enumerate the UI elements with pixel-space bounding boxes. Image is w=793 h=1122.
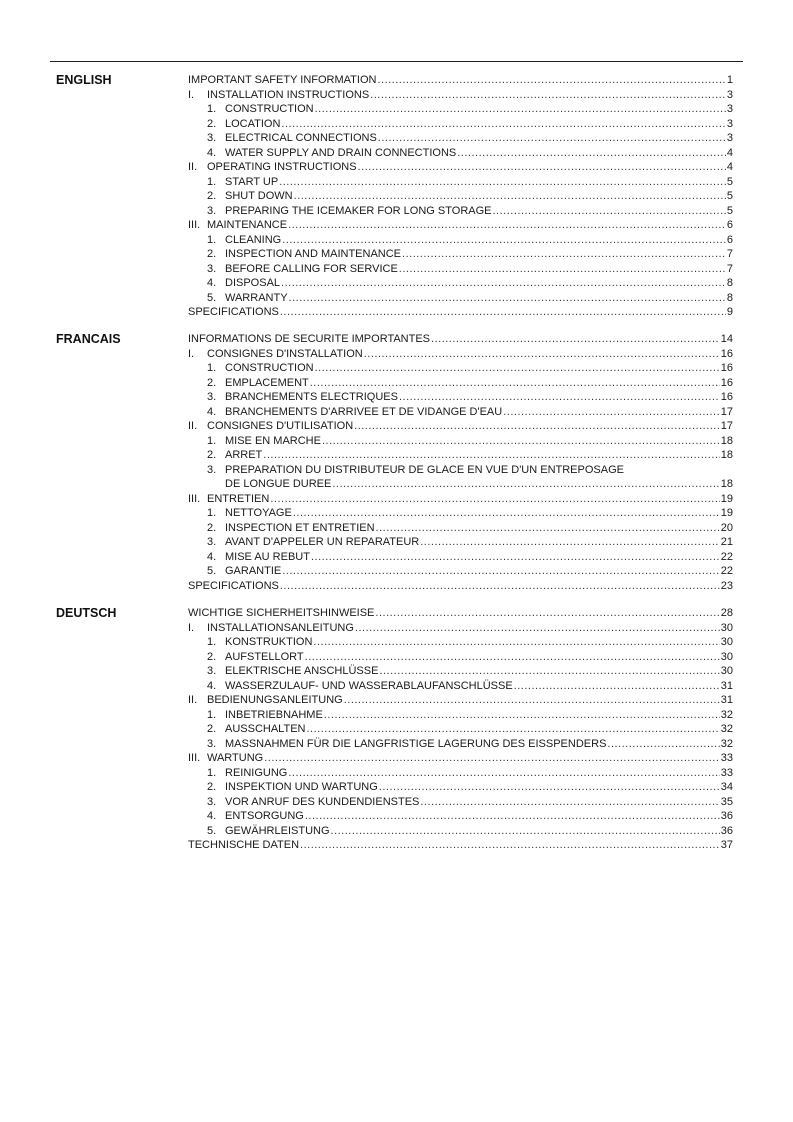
toc-entry-number: 2. [207, 521, 217, 534]
toc-entry-page: 3 [726, 132, 733, 144]
dot-leader [281, 276, 726, 291]
toc-entry-page: 30 [720, 665, 733, 677]
toc-entry-page: 34 [720, 781, 733, 793]
toc-entry[interactable] [188, 679, 733, 694]
dot-leader [280, 579, 720, 594]
toc-entry[interactable] [188, 766, 733, 781]
dot-leader [263, 448, 719, 463]
dot-leader [331, 824, 720, 839]
toc-entry-continuation[interactable] [188, 477, 733, 492]
toc-entry[interactable] [188, 189, 733, 204]
toc-entry-page: 8 [726, 277, 733, 289]
toc-entry-title: AUFSTELLORT [225, 650, 304, 663]
toc-entry-number: 3. [207, 391, 217, 403]
toc-entry-number: 2. [207, 376, 217, 389]
toc-entry-number: 2. [207, 190, 217, 202]
dot-leader [315, 361, 720, 376]
toc-entry-title: WICHTIGE SICHERHEITSHINWEISE [188, 607, 375, 619]
dot-leader [280, 305, 726, 320]
dot-leader [293, 506, 720, 521]
toc-entry-title: NETTOYAGE [225, 507, 292, 519]
toc-entry-title: GARANTIE [225, 565, 282, 577]
toc-entry-title: MAINTENANCE [207, 219, 288, 231]
toc-entry-page: 33 [720, 766, 733, 779]
toc-entry-number: 1. [207, 362, 217, 374]
toc-entry-page: 19 [720, 492, 733, 505]
toc-entry-title: PREPARATION DU DISTRIBUTEUR DE GLACE EN VUE D'UN ENTREPOSAGE [225, 463, 624, 476]
toc-entry-page: 5 [726, 175, 733, 188]
toc-entry[interactable] [188, 247, 733, 262]
dot-leader [354, 419, 720, 434]
toc-entry-title: INSPEKTION UND WARTUNG [225, 781, 378, 793]
toc-entry[interactable] [188, 233, 733, 248]
toc-entry-title: SHUT DOWN [225, 190, 293, 202]
toc-entry-number: 4. [207, 550, 217, 563]
toc-entry-page: 3 [726, 117, 733, 130]
toc-entry-title: CONSIGNES D'UTILISATION [207, 420, 354, 432]
toc-entry-page: 14 [720, 333, 733, 345]
toc-entry-page: 30 [720, 636, 733, 648]
toc-entry[interactable] [188, 175, 733, 190]
dot-leader [399, 390, 720, 405]
toc-entry-number: III. [188, 752, 201, 764]
dot-leader [364, 347, 720, 362]
toc-entry[interactable] [188, 693, 733, 708]
toc-entry-page: 28 [720, 607, 733, 619]
dot-leader [431, 332, 720, 347]
section-language-label: FRANCAIS [56, 332, 121, 346]
toc-entry-page: 5 [726, 190, 733, 202]
toc-entry-title: BRANCHEMENTS ELECTRIQUES [225, 391, 398, 403]
toc-entry-title: MASSNAHMEN FÜR DIE LANGFRISTIGE LAGERUNG DES EISSPENDERS [225, 737, 607, 750]
toc-entry-number: 4. [207, 810, 217, 822]
toc-entry-title: INSPECTION AND MAINTENANCE [225, 248, 402, 260]
toc-entry[interactable] [188, 102, 733, 117]
toc-entry-title: DE LONGUE DUREE [225, 478, 332, 490]
toc-entry[interactable] [188, 650, 733, 665]
toc-entry-page: 16 [720, 391, 733, 403]
toc-entry-number: 2. [207, 723, 217, 735]
toc-entry-title: WASSERZULAUF- UND WASSERABLAUFANSCHLÜSSE [225, 679, 513, 692]
toc-entry-number: 3. [207, 795, 217, 808]
toc-entry[interactable] [188, 305, 733, 320]
toc-entry-title: WARRANTY [225, 291, 288, 304]
toc-entry-page: 4 [726, 161, 733, 173]
toc-entry-page: 19 [720, 507, 733, 519]
dot-leader [344, 693, 720, 708]
toc-entry[interactable] [188, 448, 733, 463]
toc-entry-page: 31 [720, 679, 733, 692]
toc-list [188, 332, 733, 593]
toc-entry[interactable] [188, 390, 733, 405]
toc-entry[interactable] [188, 218, 733, 233]
toc-entry-number: 1. [207, 233, 217, 246]
toc-entry-page: 16 [720, 347, 733, 360]
dot-leader [288, 218, 726, 233]
toc-entry-number: 1. [207, 636, 217, 648]
toc-entry-title: BEDIENUNGSANLEITUNG [207, 694, 343, 706]
toc-entry-number: II. [188, 694, 198, 706]
dot-leader [322, 434, 720, 449]
toc-entry-title: ARRET [225, 449, 263, 461]
toc-list [188, 606, 733, 853]
dot-leader [310, 376, 720, 391]
toc-entry-number: 3. [207, 665, 217, 677]
toc-entry-page: 18 [720, 434, 733, 447]
toc-entry-title: BEFORE CALLING FOR SERVICE [225, 262, 398, 275]
dot-leader [288, 766, 719, 781]
toc-entry-page: 31 [720, 694, 733, 706]
dot-leader [607, 737, 719, 752]
toc-entry[interactable] [188, 780, 733, 795]
toc-entry-page: 35 [720, 795, 733, 808]
dot-leader [289, 291, 726, 306]
toc-entry-number: 4. [207, 146, 217, 159]
toc-entry[interactable] [188, 146, 733, 161]
toc-entry-page: 8 [726, 291, 733, 304]
toc-entry-page: 17 [720, 405, 733, 418]
dot-leader [294, 189, 726, 204]
dot-leader [376, 521, 720, 536]
toc-entry[interactable] [188, 795, 733, 810]
toc-entry-title: OPERATING INSTRUCTIONS [207, 161, 357, 173]
toc-entry-number: 5. [207, 291, 217, 304]
toc-entry-number: 1. [207, 507, 217, 519]
toc-entry[interactable] [188, 73, 733, 88]
toc-entry-number: 2. [207, 248, 217, 260]
toc-entry-number: 5. [207, 824, 217, 837]
toc-entry-title: START UP [225, 175, 279, 188]
toc-entry[interactable] [188, 751, 733, 766]
dot-leader [311, 550, 720, 565]
toc-entry[interactable] [188, 621, 733, 636]
toc-entry-title: CONSTRUCTION [225, 362, 314, 374]
toc-entry-number: 2. [207, 650, 217, 663]
toc-entry-title: AVANT D'APPELER UN REPARATEUR [225, 536, 420, 548]
toc-entry-number: 3. [207, 463, 217, 476]
toc-entry[interactable] [188, 262, 733, 277]
section-language-label: DEUTSCH [56, 606, 117, 620]
toc-entry-page: 33 [720, 752, 733, 764]
toc-entry-title: SPECIFICATIONS [188, 579, 279, 592]
toc-entry-number: II. [188, 420, 198, 432]
toc-entry-number: III. [188, 219, 201, 231]
dot-leader [493, 204, 726, 219]
toc-entry-title: SPECIFICATIONS [188, 306, 279, 318]
toc-entry[interactable] [188, 506, 733, 521]
toc-entry-title: PREPARING THE ICEMAKER FOR LONG STORAGE [225, 204, 492, 217]
dot-leader [270, 492, 719, 507]
toc-entry-title: WARTUNG [207, 752, 264, 764]
toc-entry-title: REINIGUNG [225, 766, 288, 779]
dot-leader [305, 809, 720, 824]
toc-entry-title: AUSSCHALTEN [225, 723, 306, 735]
toc-entry-number: 4. [207, 679, 217, 692]
toc-entry-page: 18 [720, 478, 733, 490]
toc-entry-page: 7 [726, 262, 733, 275]
top-rule [50, 61, 743, 62]
toc-entry-title: CONSTRUCTION [225, 103, 314, 115]
toc-entry[interactable] [188, 332, 733, 347]
toc-entry-title: GEWÄHRLEISTUNG [225, 824, 330, 837]
toc-entry-page: 23 [720, 579, 733, 592]
dot-leader [282, 233, 726, 248]
toc-entry-page: 16 [720, 376, 733, 389]
toc-entry-page: 1 [726, 74, 733, 86]
toc-entry[interactable] [188, 708, 733, 723]
dot-leader [355, 621, 720, 636]
toc-entry-number: 2. [207, 117, 217, 130]
toc-entry-title: CLEANING [225, 233, 282, 246]
toc-entry-title: INBETRIEBNAHME [225, 708, 323, 721]
dot-leader [379, 664, 719, 679]
toc-entry-number: 1. [207, 434, 217, 447]
toc-entry-page: 6 [726, 219, 733, 231]
toc-entry-page: 4 [726, 146, 733, 159]
toc-entry-page: 3 [726, 88, 733, 101]
toc-entry-number: 4. [207, 277, 217, 289]
toc-entry-page: 3 [726, 103, 733, 115]
toc-entry-title: MISE EN MARCHE [225, 434, 321, 447]
dot-leader [399, 262, 726, 277]
toc-entry[interactable] [188, 824, 733, 839]
toc-entry-title: INSTALLATIONSANLEITUNG [207, 621, 354, 634]
dot-leader [370, 88, 726, 103]
toc-entry[interactable] [188, 550, 733, 565]
toc-entry-number: 1. [207, 708, 217, 721]
toc-entry-number: 3. [207, 262, 217, 275]
toc-entry-page: 37 [720, 839, 733, 851]
dot-leader [300, 838, 720, 853]
dot-leader [315, 102, 726, 117]
dot-leader [402, 247, 726, 262]
toc-entry-title: ELEKTRISCHE ANSCHLÜSSE [225, 665, 379, 677]
toc-entry[interactable] [188, 160, 733, 175]
dot-leader [503, 405, 720, 420]
toc-entry[interactable] [188, 347, 733, 362]
toc-entry-title: MISE AU REBUT [225, 550, 310, 563]
toc-list [188, 73, 733, 320]
toc-entry[interactable] [188, 361, 733, 376]
toc-entry[interactable] [188, 131, 733, 146]
toc-entry-page: 22 [720, 565, 733, 577]
toc-entry-page: 21 [720, 536, 733, 548]
toc-entry-page: 32 [720, 737, 733, 750]
toc-entry[interactable] [188, 117, 733, 132]
toc-entry-page: 17 [720, 420, 733, 432]
dot-leader [306, 722, 719, 737]
toc-entry-title: LOCATION [225, 117, 281, 130]
toc-entry-number: 1. [207, 766, 217, 779]
toc-entry[interactable] [188, 809, 733, 824]
dot-leader [420, 795, 719, 810]
dot-leader [457, 146, 726, 161]
toc-entry-page: 36 [720, 810, 733, 822]
toc-entry-number: 5. [207, 565, 217, 577]
toc-entry-title: IMPORTANT SAFETY INFORMATION [188, 74, 377, 86]
toc-entry-page: 22 [720, 550, 733, 563]
dot-leader [313, 635, 719, 650]
toc-entry[interactable] [188, 838, 733, 853]
toc-entry[interactable] [188, 564, 733, 579]
toc-entry[interactable] [188, 204, 733, 219]
toc-entry[interactable] [188, 635, 733, 650]
toc-entry-page: 32 [720, 708, 733, 721]
dot-leader [332, 477, 719, 492]
toc-entry-title: ELECTRICAL CONNECTIONS [225, 132, 377, 144]
toc-entry[interactable] [188, 88, 733, 103]
toc-entry-page: 30 [720, 621, 733, 634]
toc-entry-number: 3. [207, 132, 217, 144]
toc-entry-title: TECHNISCHE DATEN [188, 839, 300, 851]
toc-entry-page: 30 [720, 650, 733, 663]
dot-leader [358, 160, 726, 175]
toc-entry-page: 18 [720, 449, 733, 461]
toc-entry-title: INFORMATIONS DE SECURITE IMPORTANTES [188, 333, 431, 345]
toc-entry-page: 32 [720, 723, 733, 735]
dot-leader [377, 73, 725, 88]
toc-entry-number: 1. [207, 103, 217, 115]
toc-entry[interactable] [188, 276, 733, 291]
dot-leader [378, 131, 726, 146]
toc-entry[interactable] [188, 606, 733, 621]
toc-entry-page: 16 [720, 362, 733, 374]
toc-entry-number: I. [188, 347, 195, 360]
toc-entry[interactable] [188, 291, 733, 306]
toc-entry-title: BRANCHEMENTS D'ARRIVEE ET DE VIDANGE D'EAU [225, 405, 503, 418]
toc-entry-title: ENTRETIEN [207, 492, 270, 505]
toc-entry-title: ENTSORGUNG [225, 810, 304, 822]
dot-leader [281, 117, 725, 132]
toc-entry-number: 2. [207, 781, 217, 793]
toc-entry-number: 1. [207, 175, 217, 188]
toc-entry-page: 36 [720, 824, 733, 837]
toc-entry-number: 2. [207, 449, 217, 461]
toc-entry-page: 20 [720, 521, 733, 534]
toc-entry-title: INSTALLATION INSTRUCTIONS [207, 88, 370, 101]
toc-entry-number: 3. [207, 536, 217, 548]
toc-entry-title: CONSIGNES D'INSTALLATION [207, 347, 363, 360]
dot-leader [375, 606, 719, 621]
toc-entry-page: 9 [726, 306, 733, 318]
toc-entry-number: 3. [207, 204, 217, 217]
toc-entry-number: 3. [207, 737, 217, 750]
section-language-label: ENGLISH [56, 73, 112, 87]
dot-leader [264, 751, 720, 766]
toc-entry-title: EMPLACEMENT [225, 376, 309, 389]
toc-entry[interactable] [188, 722, 733, 737]
dot-leader [279, 175, 726, 190]
toc-entry[interactable] [188, 434, 733, 449]
toc-entry-page: 6 [726, 233, 733, 246]
toc-entry[interactable] [188, 535, 733, 550]
toc-entry-number: II. [188, 161, 198, 173]
toc-entry-title: INSPECTION ET ENTRETIEN [225, 521, 375, 534]
toc-entry[interactable] [188, 463, 733, 478]
toc-entry[interactable] [188, 737, 733, 752]
toc-entry[interactable] [188, 664, 733, 679]
toc-entry-number: I. [188, 88, 195, 101]
toc-entry-title: VOR ANRUF DES KUNDENDIENSTES [225, 795, 420, 808]
dot-leader [420, 535, 720, 550]
toc-entry[interactable] [188, 492, 733, 507]
toc-entry[interactable] [188, 405, 733, 420]
toc-entry-page: 7 [726, 248, 733, 260]
toc-entry[interactable] [188, 579, 733, 594]
toc-entry-number: 4. [207, 405, 217, 418]
toc-entry-number: III. [188, 492, 201, 505]
dot-leader [379, 780, 720, 795]
toc-entry-title: KONSTRUKTION [225, 636, 313, 648]
dot-leader [324, 708, 720, 723]
toc-entry-page: 5 [726, 204, 733, 217]
toc-entry-number: I. [188, 621, 195, 634]
toc-entry[interactable] [188, 376, 733, 391]
toc-entry-title: WATER SUPPLY AND DRAIN CONNECTIONS [225, 146, 457, 159]
toc-entry[interactable] [188, 419, 733, 434]
toc-entry[interactable] [188, 521, 733, 536]
dot-leader [282, 564, 720, 579]
dot-leader [514, 679, 720, 694]
dot-leader [305, 650, 720, 665]
toc-entry-title: DISPOSAL [225, 277, 281, 289]
